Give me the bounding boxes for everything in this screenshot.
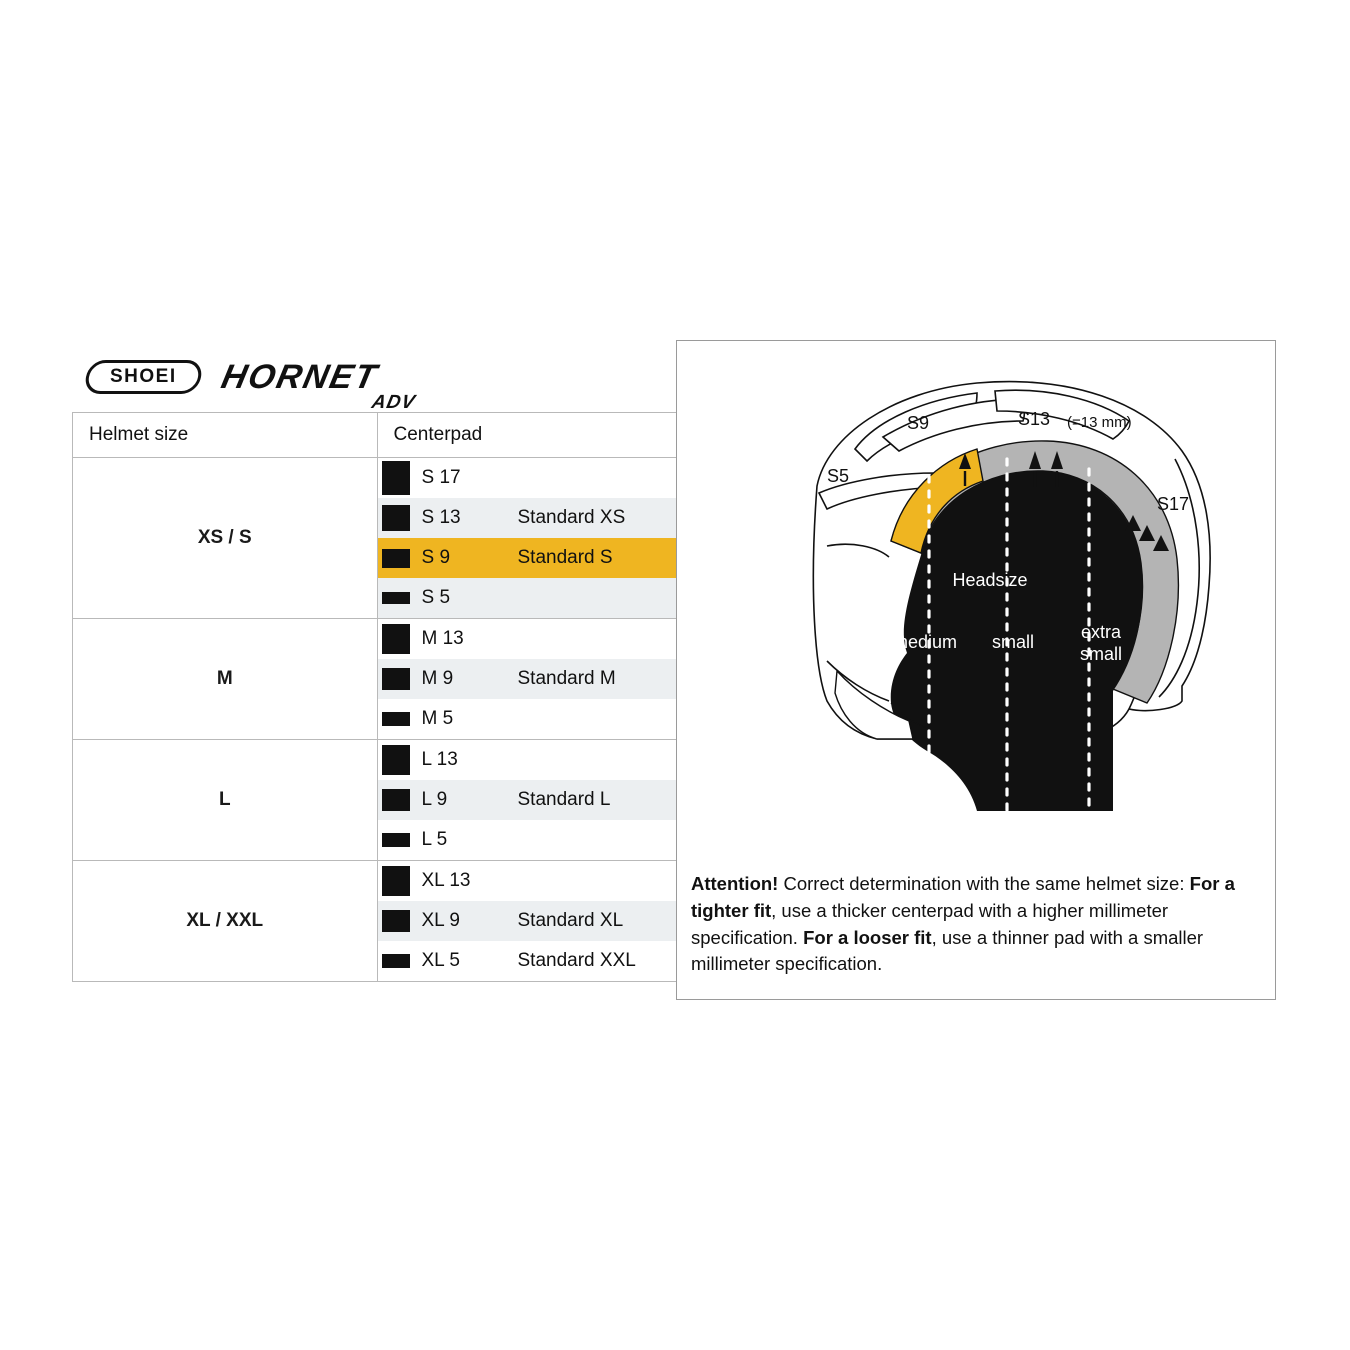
size-table [72,412,682,982]
label-large: large [828,632,870,652]
centerpad-option[interactable] [378,861,682,901]
centerpad-option[interactable] [378,619,682,659]
pad-code-label: XL 13 [421,870,471,891]
fit-illustration-panel [676,340,1276,1000]
header-centerpad: Centerpad [377,413,682,458]
pad-thickness-swatch [382,789,410,811]
size-chart-panel [72,350,682,982]
pad-thickness-swatch [382,866,410,896]
pad-code-label: M 13 [421,628,464,649]
attention-bold2: For a looser fit [803,926,932,948]
pad-thickness-swatch [382,668,410,690]
centerpad-option[interactable] [378,901,682,941]
pad-standard-label: Standard S [517,547,613,568]
model-name: HORNET [218,358,382,396]
pad-thickness-swatch [382,745,410,775]
centerpad-option[interactable] [378,941,682,981]
label-s5: S5 [827,466,850,486]
centerpad-cell [377,861,682,982]
table-row [73,740,682,861]
pad-code-label: L 9 [421,789,448,810]
attention-note [691,871,1257,978]
pad-code-label: S 17 [421,467,461,488]
helmet-size-cell: XS / S [73,458,378,619]
centerpad-option[interactable] [378,740,682,780]
pad-standard-label: Standard L [517,789,611,810]
pad-thickness-swatch [382,624,410,654]
pad-thickness-swatch [382,505,410,531]
attention-bold1: For a tighter fit [691,873,1235,921]
centerpad-option[interactable] [378,458,682,498]
attention-lead: Attention! [691,873,779,894]
label-headsize: Headsize [952,570,1028,590]
label-s17: S17 [1157,494,1190,514]
helmet-head-diagram [677,341,1275,861]
helmet-size-cell: M [73,619,378,740]
pad-code-label: S 9 [421,547,451,568]
table-row [73,458,682,619]
pad-code-label: XL 5 [421,950,460,971]
centerpad-option[interactable] [378,780,682,820]
helmet-size-cell: XL / XXL [73,861,378,982]
label-extra: extra [1080,622,1122,642]
centerpad-cell [377,740,682,861]
centerpad-cell [377,458,682,619]
pad-thickness-swatch [382,954,410,968]
table-header-row [73,413,682,458]
centerpad-option[interactable] [378,699,682,739]
table-row [73,861,682,982]
centerpad-option[interactable] [378,578,682,618]
brand-header [72,350,682,412]
pad-standard-label: Standard XXL [517,950,636,971]
label-s13-note: (=13 mm) [1067,414,1132,431]
header-helmet-size: Helmet size [73,413,378,458]
attention-text3: , use a thinner pad with a smaller millimeter specification. [691,926,1204,975]
pad-code-label: L 5 [421,829,448,850]
centerpad-option[interactable] [378,538,682,578]
shoei-logo [83,360,204,394]
pad-standard-label: Standard M [517,668,616,689]
pad-code-label: S 13 [421,507,461,528]
pad-standard-label: Standard XS [517,507,626,528]
centerpad-cell [377,619,682,740]
pad-code-label: S 5 [421,587,451,608]
pad-thickness-swatch [382,833,410,847]
pad-thickness-swatch [382,910,410,932]
label-extra-small: small [1079,644,1122,664]
pad-thickness-swatch [382,592,410,604]
pad-thickness-swatch [382,461,410,495]
helmet-size-cell: L [73,740,378,861]
model-subname: ADV [369,392,418,413]
pad-thickness-swatch [382,549,410,568]
pad-standard-label: Standard XL [517,910,624,931]
centerpad-option[interactable] [378,820,682,860]
pad-thickness-swatch [382,712,410,726]
label-medium: medium [892,632,958,652]
label-small: small [991,632,1034,652]
centerpad-option[interactable] [378,659,682,699]
pad-code-label: L 13 [421,749,458,770]
label-s13: S13 [1018,409,1051,429]
attention-text1: Correct determination with the same helmet size: [778,873,1190,894]
attention-text2: , use a thicker centerpad with a higher millimeter specification. [691,899,1169,948]
shoei-logo-text: SHOEI [110,366,177,387]
pad-code-label: XL 9 [421,910,460,931]
label-s9: S9 [907,413,930,433]
centerpad-option[interactable] [378,498,682,538]
table-row [73,619,682,740]
pad-code-label: M 9 [421,668,454,689]
pad-code-label: M 5 [421,708,454,729]
